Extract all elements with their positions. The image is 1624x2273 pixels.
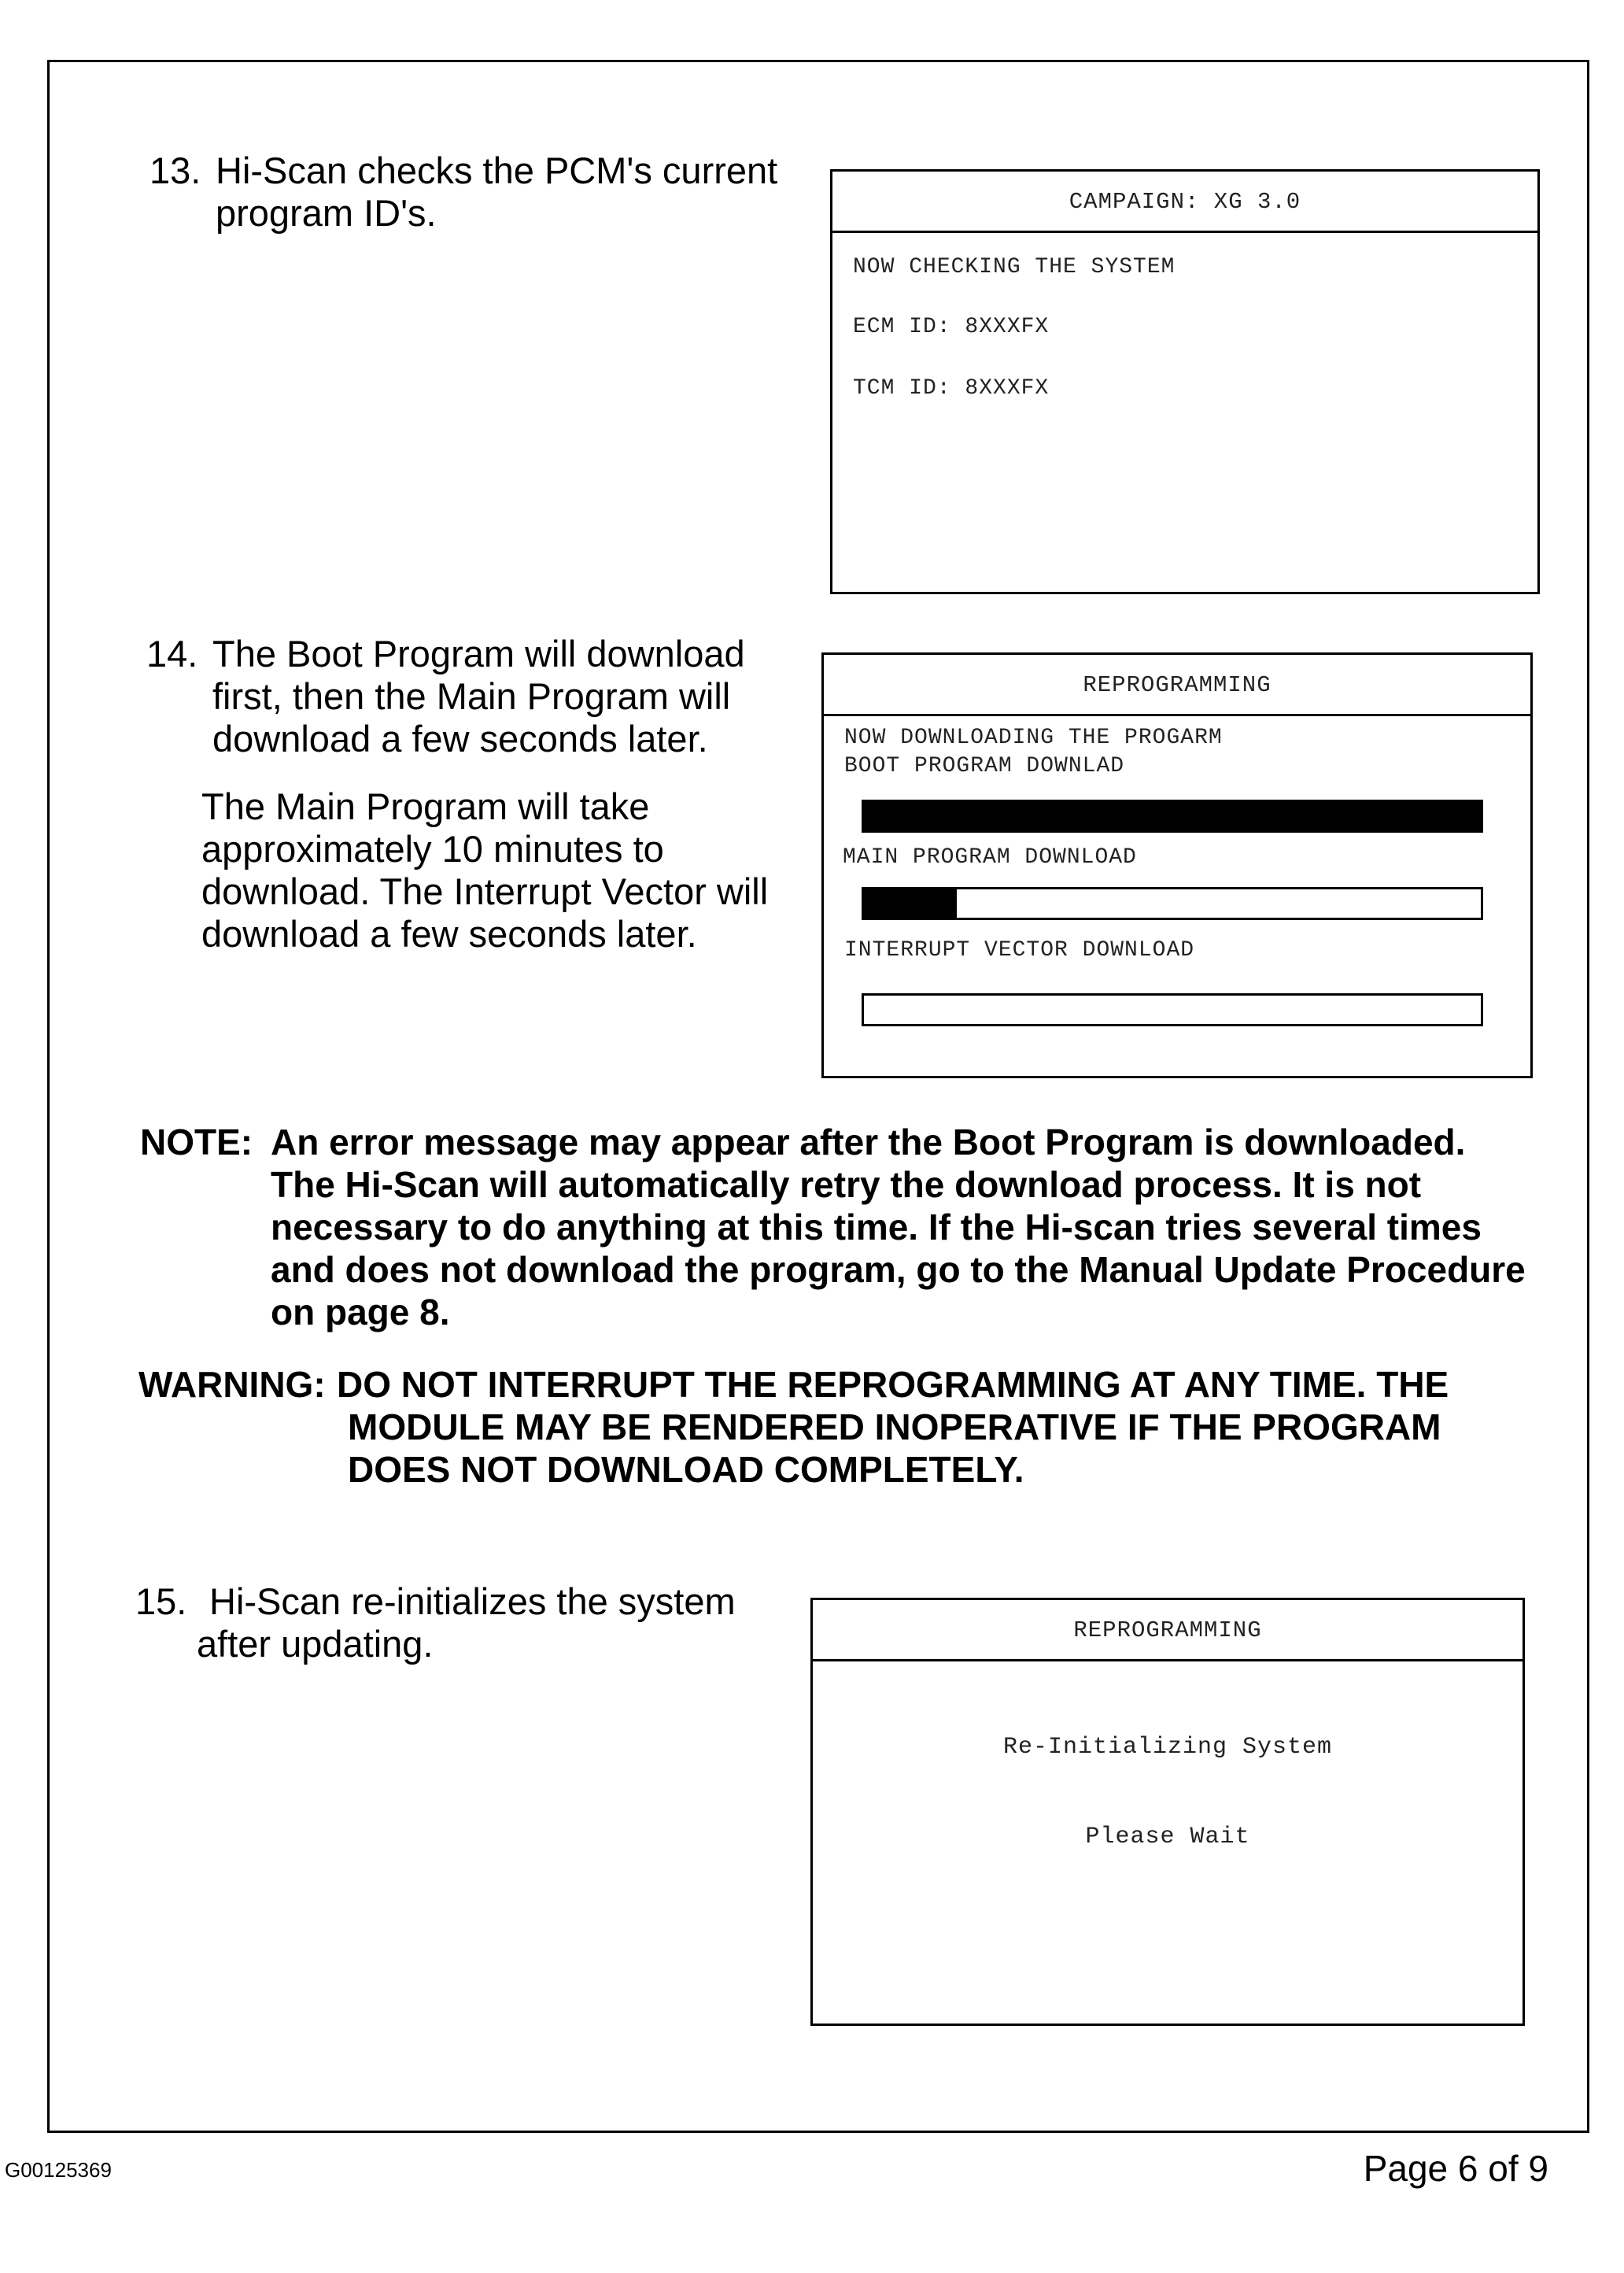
please-wait-line: Please Wait	[1085, 1824, 1250, 1850]
interrupt-progress-bar	[862, 993, 1483, 1026]
page-number: Page 6 of 9	[1363, 2148, 1548, 2189]
screen-title: REPROGRAMMING	[813, 1600, 1522, 1661]
boot-progress-fill	[864, 802, 1481, 830]
step-text-line: The Boot Program will download	[212, 633, 745, 675]
document-id: G00125369	[5, 2158, 112, 2182]
reprogramming-screen	[821, 652, 1533, 1078]
note-line: and does not download the program, go to the Manual Update Procedure	[271, 1249, 1526, 1290]
note-block	[140, 1121, 1526, 1333]
main-progress-fill	[864, 889, 957, 918]
step-text-line: Hi-Scan re-initializes the system	[209, 1580, 736, 1622]
step-14	[146, 633, 745, 760]
campaign-screen	[830, 169, 1540, 594]
tcm-id-line: TCM ID: 8XXXFX	[853, 376, 1050, 401]
step-number: 15.	[135, 1580, 187, 1622]
step-text-line: program ID's.	[216, 192, 437, 234]
reinitialize-screen	[810, 1598, 1525, 2026]
note-label: NOTE:	[140, 1122, 253, 1162]
ecm-id-line: ECM ID: 8XXXFX	[853, 315, 1050, 339]
screen-status-line: NOW CHECKING THE SYSTEM	[853, 255, 1176, 279]
boot-progress-bar	[862, 800, 1483, 833]
step-text-line: Hi-Scan checks the PCM's current	[216, 150, 778, 191]
note-line: necessary to do anything at this time. If the Hi-scan tries several times	[271, 1207, 1482, 1247]
step-text-line: download a few seconds later.	[212, 718, 708, 760]
step-14-detail	[201, 785, 768, 955]
step-text-line: first, then the Main Program will	[212, 675, 731, 717]
step-detail-line: download a few seconds later.	[201, 913, 697, 955]
step-detail-line: download. The Interrupt Vector will	[201, 870, 769, 912]
boot-download-label: BOOT PROGRAM DOWNLAD	[844, 754, 1125, 778]
step-number: 13.	[149, 150, 201, 191]
interrupt-download-label: INTERRUPT VECTOR DOWNLOAD	[844, 938, 1195, 963]
main-download-label: MAIN PROGRAM DOWNLOAD	[843, 845, 1137, 870]
step-number: 14.	[146, 633, 198, 675]
step-detail-line: approximately 10 minutes to	[201, 828, 664, 870]
note-line: The Hi-Scan will automatically retry the download process. It is not	[271, 1164, 1422, 1205]
warning-line: DO NOT INTERRUPT THE REPROGRAMMING AT ANY TIME. THE	[337, 1364, 1449, 1405]
warning-line: MODULE MAY BE RENDERED INOPERATIVE IF THE PROGRAM	[348, 1406, 1441, 1447]
screen-status-line: NOW DOWNLOADING THE PROGARM	[844, 726, 1223, 750]
reinit-status-line: Re-Initializing System	[1002, 1734, 1333, 1761]
step-detail-line: The Main Program will take	[201, 785, 650, 827]
note-line: on page 8.	[271, 1292, 450, 1332]
step-text-line: after updating.	[197, 1623, 434, 1665]
note-line: An error message may appear after the Boot Program is downloaded.	[271, 1122, 1466, 1162]
warning-label: WARNING:	[138, 1364, 326, 1405]
screen-title: CAMPAIGN: XG 3.0	[832, 172, 1537, 233]
screen-title: REPROGRAMMING	[824, 655, 1530, 716]
step-15	[135, 1580, 736, 1665]
warning-line: DOES NOT DOWNLOAD COMPLETELY.	[348, 1449, 1024, 1490]
step-13	[149, 150, 777, 235]
main-progress-bar	[862, 887, 1483, 920]
warning-block	[138, 1363, 1449, 1491]
